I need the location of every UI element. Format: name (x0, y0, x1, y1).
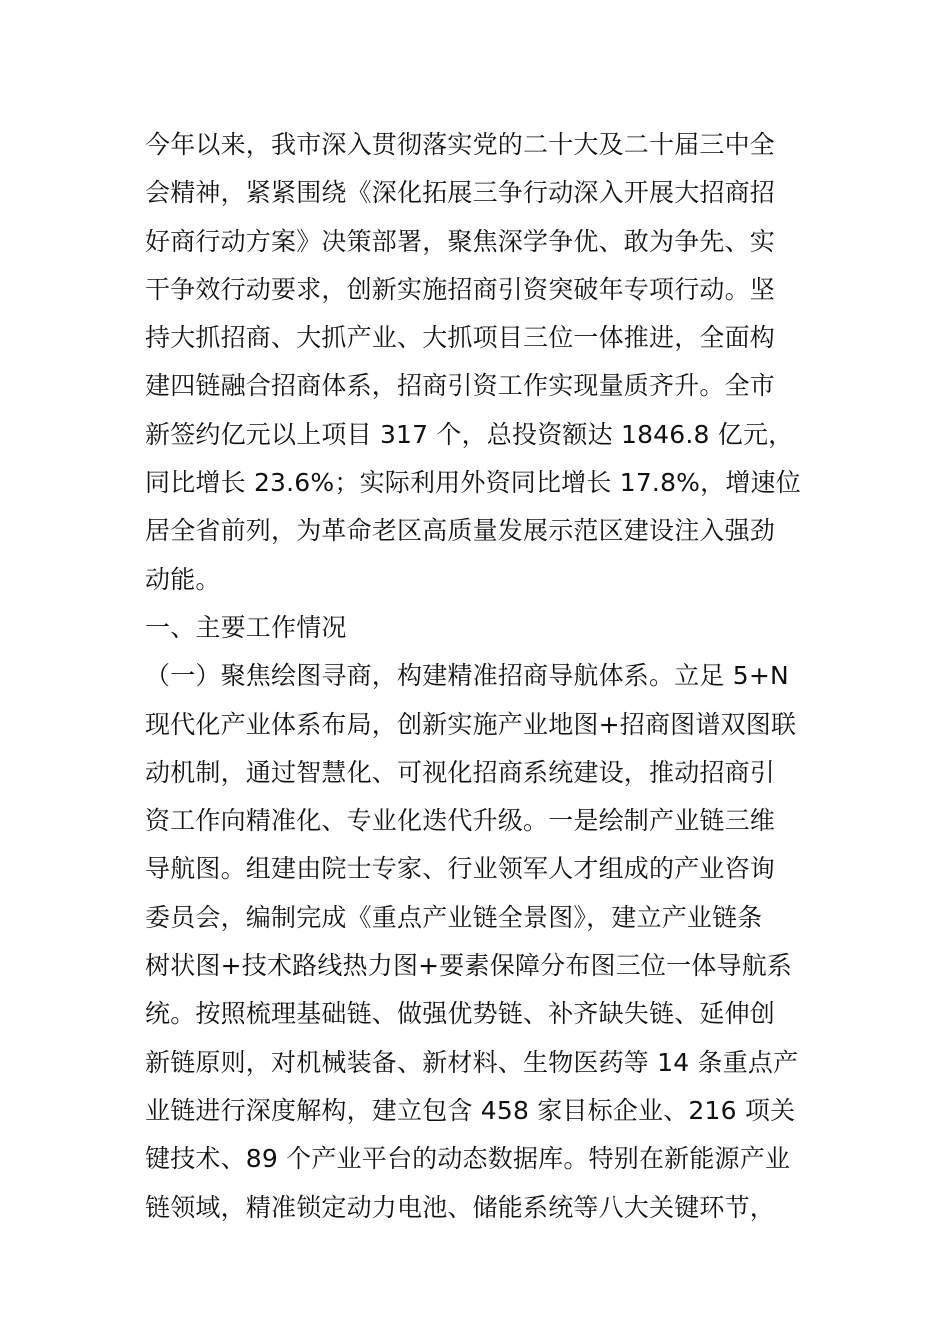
paragraph-line: 今年以来，我市深入贯彻落实党的二十大及二十届三中全 (145, 130, 776, 159)
document-body (145, 121, 810, 1232)
paragraph-line: 好商行动方案》决策部署，聚焦深学争优、敢为争先、实 (145, 226, 776, 256)
paragraph-line: 新链原则，对机械装备、新材料、生物医药等 14 条重点产 (145, 1047, 799, 1077)
paragraph-line: 委员会，编制完成《重点产业链全景图》，建立产业链条 (145, 902, 763, 932)
paragraph-line: 居全省前列，为革命老区高质量发展示范区建设注入强劲 (145, 516, 776, 546)
paragraph-line: 干争效行动要求，创新实施招商引资突破年专项行动。坚 (145, 274, 776, 304)
paragraph-line: 树状图+技术路线热力图+要素保障分布图三位一体导航系 (145, 951, 793, 981)
section-heading: 一、主要工作情况 (145, 612, 347, 642)
paragraph-line: 动机制，通过智慧化、可视化招商系统建设，推动招商引 (145, 757, 776, 787)
paragraph-line: 现代化产业体系布局，创新实施产业地图+招商图谱双图联 (145, 709, 797, 739)
paragraph-line: 新签约亿元以上项目 317 个，总投资额达 1846.8 亿元， (145, 419, 794, 449)
paragraph-line: 动能。 (145, 564, 221, 594)
paragraph-line: 同比增长 23.6%；实际利用外资同比增长 17.8%，增速位 (145, 468, 801, 498)
paragraph-line: 导航图。组建由院士专家、行业领军人才组成的产业咨询 (145, 854, 776, 884)
paragraph-line: 资工作向精准化、专业化迭代升级。一是绘制产业链三维 (145, 806, 776, 836)
subsection-line: （一）聚焦绘图寻商，构建精准招商导航体系。立足 5+N (145, 661, 789, 691)
paragraph-line: 持大抓招商、大抓产业、大抓项目三位一体推进，全面构 (145, 323, 776, 353)
paragraph-line: 会精神，紧紧围绕《深化拓展三争行动深入开展大招商招 (145, 178, 776, 208)
paragraph-line: 链领域，精准锁定动力电池、储能系统等八大关键环节， (145, 1192, 776, 1222)
paragraph-line: 业链进行深度解构，建立包含 458 家目标企业、216 项关 (145, 1095, 796, 1125)
paragraph-line: 建四链融合招商体系，招商引资工作实现量质齐升。全市 (145, 371, 776, 401)
paragraph-line: 统。按照梳理基础链、做强优势链、补齐缺失链、延伸创 (145, 999, 776, 1029)
paragraph-line: 键技术、89 个产业平台的动态数据库。特别在新能源产业 (145, 1144, 791, 1174)
